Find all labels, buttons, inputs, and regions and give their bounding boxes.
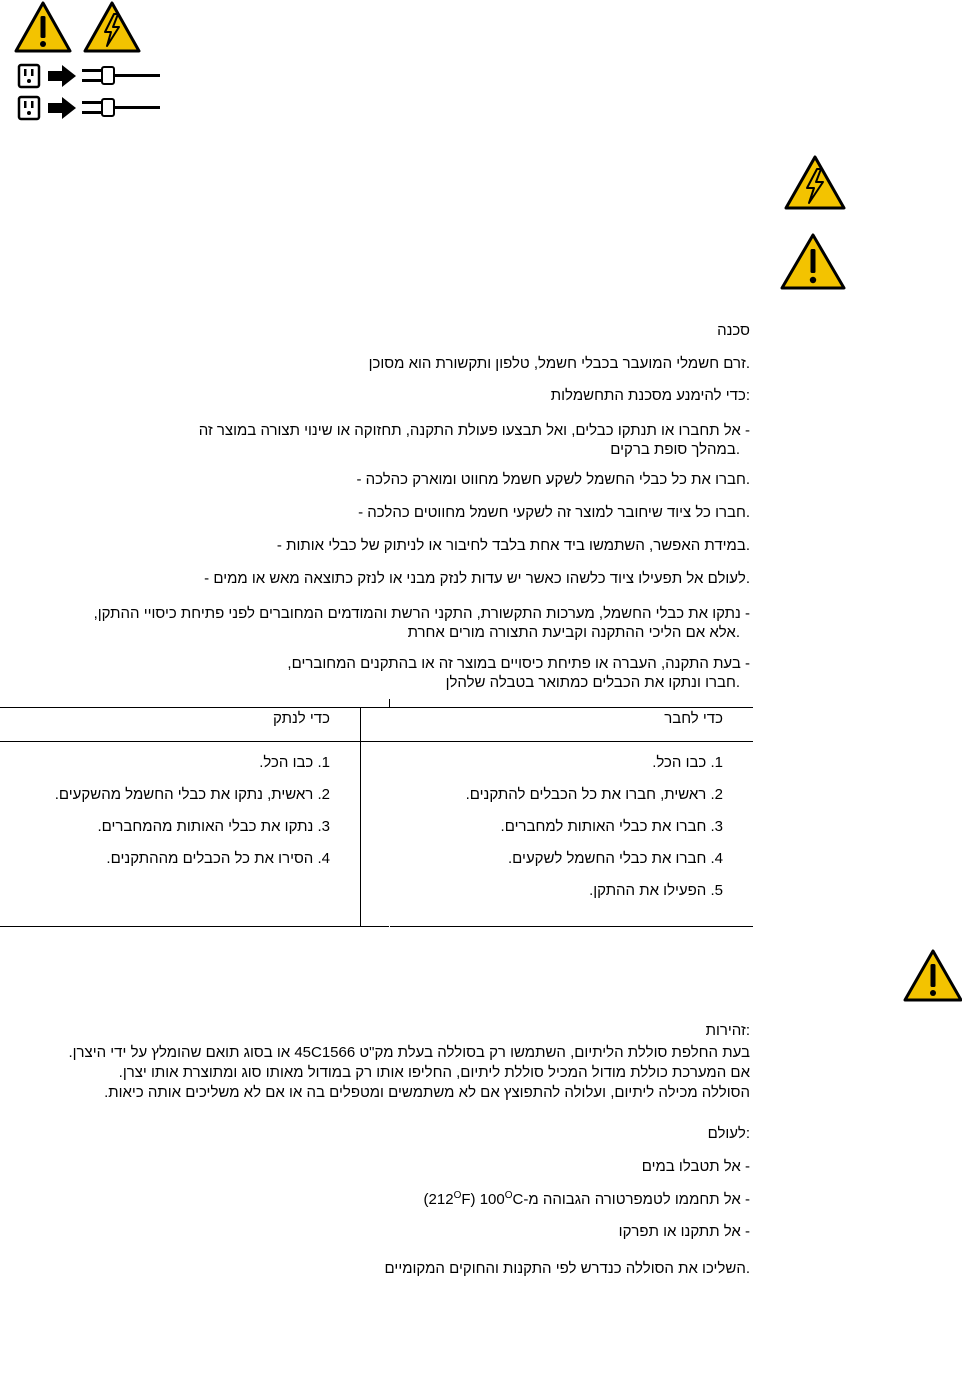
list-item: - אל תטבלו במים (641, 1158, 750, 1175)
never-heading: :לעולם (707, 1125, 750, 1142)
connect-steps (361, 742, 754, 927)
cable-table (0, 707, 753, 927)
list-item: .במידת האפשר, השתמשו ביד אחת בלבד לחיבור או לניתוק של כבלי אותות - (276, 537, 750, 554)
warning-icon (778, 232, 848, 292)
list-item: - נתקו את כבלי החשמל, מערכות התקשורת, התקני הרשת והמודמים המחוברים לפני פתיחת כיסויי ההתקן, .אלא אם הליכי ההתקנה וקביעת התצורה מורים אחרת (93, 605, 750, 641)
disposal-note: .השליכו את הסוללה כנדרש לפי התקנות והחוקים המקומיים (384, 1260, 750, 1277)
disconnect-step: 3. נתקו את כבלי האותות מהמחברים. (97, 818, 330, 835)
connect-step: 3. חברו את כבלי האותות למחברים. (500, 818, 723, 835)
connect-step: 2. ראשית, חברו את כל הכבלים להתקנים. (465, 786, 723, 803)
table-divider-gap (389, 915, 390, 927)
disconnect-header: כדי לנתק (0, 708, 361, 742)
electric-shock-icon (80, 0, 144, 56)
caution-heading: :זהירות (705, 1022, 750, 1039)
list-item: - אל תתקנו או תפרקו (618, 1223, 750, 1240)
list-item: - אל תחברו או תנתקו כבלים, ואל תבצעו פעולת התקנה, תחזוקה או שינוי תצורה במוצר זה .במהלך סופת ברקים (198, 422, 750, 458)
connect-step: 1. כבו הכל. (652, 754, 723, 771)
list-item: .חברו את כל כבלי החשמל לשקע חשמל מחווט ומוארק כהלכה - (356, 471, 750, 488)
disconnect-step: 2. ראשית, נתקו את כבלי החשמל מהשקעים. (54, 786, 330, 803)
list-item: - בעת התקנה, העברה או פתיחת כיסויים במוצר זה או בהתקנים המחוברים, .חברו ונתקו את הכבלים כמתואר בטבלה שלהלן (287, 655, 750, 691)
connect-step: 5. הפעילו את ההתקן. (589, 882, 723, 899)
disconnect-steps (0, 742, 361, 927)
table-divider-tick (389, 699, 390, 707)
electric-shock-icon (782, 154, 848, 212)
connect-header: כדי לחבר (361, 708, 754, 742)
list-item: .לעולם אל תפעילו ציוד כלשהו כאשר יש עדות לנזק מבני או לנזק כתוצאה מאש או ממים - (204, 570, 750, 587)
danger-lead: :כדי להימנע מסכנת התחשמלות (550, 387, 750, 404)
connect-step: 4. חברו את כבלי החשמל לשקעים. (508, 850, 723, 867)
list-item: .חברו כל ציוד שיחובר למוצר זה לשקעי חשמל מחווטים כהלכה - (358, 504, 750, 521)
danger-heading: סכנה (717, 322, 750, 339)
caution-text: בעת החלפת סוללת הליתיום, השתמשו רק בסוללה בעלת מק"ט 45C1566 או בסוג תואם שהומלץ על ידי היצרן. אם המערכת כוללת מודול המכיל סוללת ליתיום, החליפו אותו רק במודול מאותו סוג ומתוצרת אותו יצרן. הסוללה מכילה ליתיום, ועלולה להתפוצץ אם לא משתמשים ומטפלים בה או אם לא משליכים אותה כיאות. (68, 1044, 750, 1101)
danger-intro: .זרם חשמלי המועבר בכבלי חשמל, טלפון ותקשורת הוא מסוכן (368, 355, 750, 372)
disconnect-step: 4. הסירו את כל הכבלים מההתקנים. (106, 850, 330, 867)
list-item: - אל תחממו לטמפרטורה הגבוהה $מ-(212^OF)$ $100^OC$ (423, 1190, 750, 1208)
disconnect-step: 1. כבו הכל. (259, 754, 330, 771)
warning-icon (902, 948, 962, 1004)
outlet-unplug-icon (16, 94, 162, 122)
outlet-unplug-icon (16, 62, 162, 90)
